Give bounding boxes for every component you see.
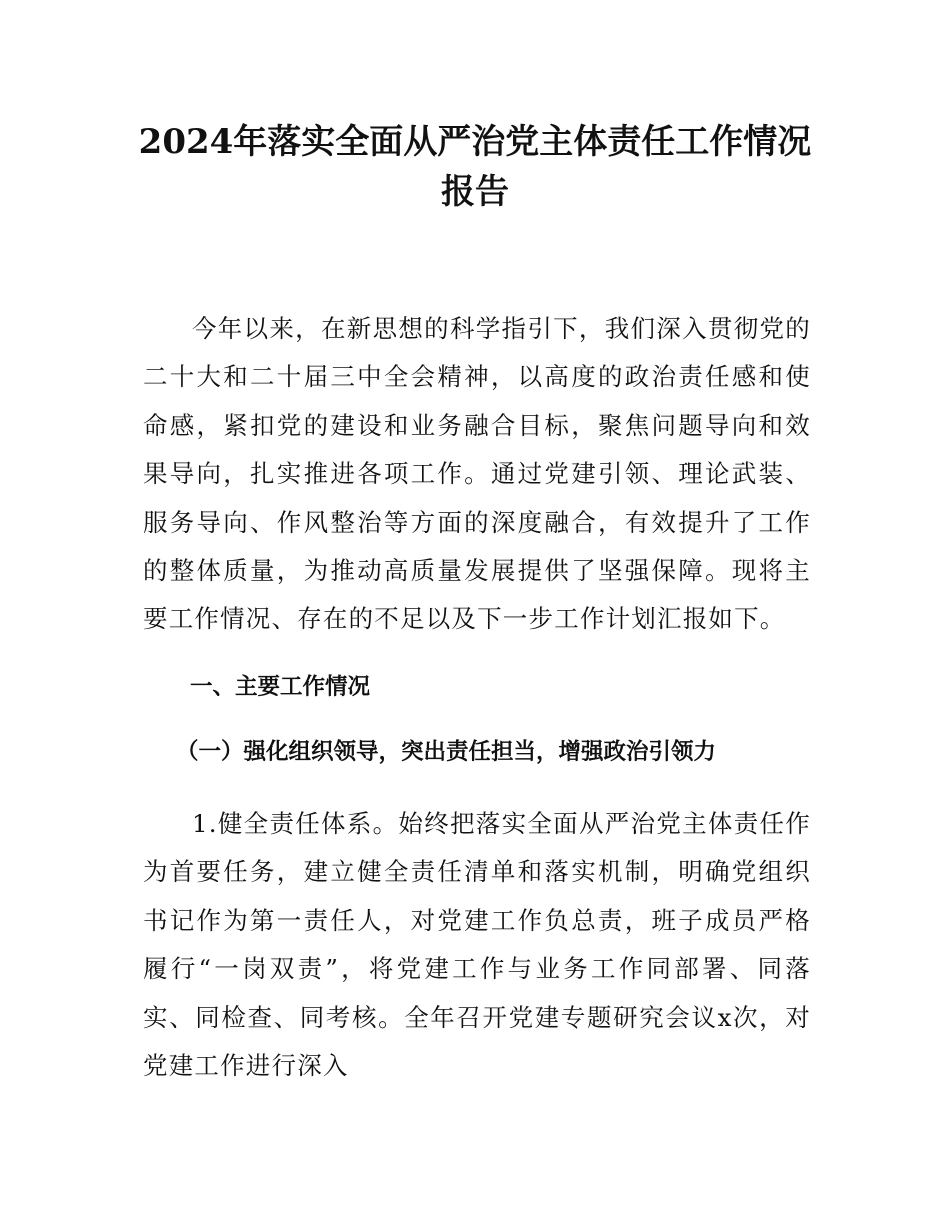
subsection-heading: （一）强化组织领导，突出责任担当，增强政治引领力 bbox=[176, 739, 717, 765]
intro-paragraph: 今年以来，在新思想的科学指引下，我们深入贯彻党的二十大和二十届三中全会精神，以高度的政治责任感和使命感，紧扣党的建设和业务融合目标，聚焦问题导向和效果导向，扎实推进各项工作。通过党建引领、理论武装、服务导向、作风整治等方面的深度融合，有效提升了工作的整体质量，为推动高质量发展提供了坚强保障。现将主要工作情况、存在的不足以及下一步工作计划汇报如下。 bbox=[143, 314, 811, 634]
document-title-line-1: 2024年落实全面从严治党主体责任工作情况 bbox=[138, 122, 812, 162]
section-heading: 一、主要工作情况 bbox=[190, 674, 371, 700]
point-paragraph: 1.健全责任体系。始终把落实全面从严治党主体责任作为首要任务，建立健全责任清单和落实机制，明确党组织书记作为第一责任人，对党建工作负总责，班子成员严格履行“一岗双责”，将党建工作与业务工作同部署、同落实、同检查、同考核。全年召开党建专题研究会议x次，对党建工作进行深入 bbox=[143, 809, 811, 1081]
document-title-line-2: 报告 bbox=[441, 172, 509, 212]
